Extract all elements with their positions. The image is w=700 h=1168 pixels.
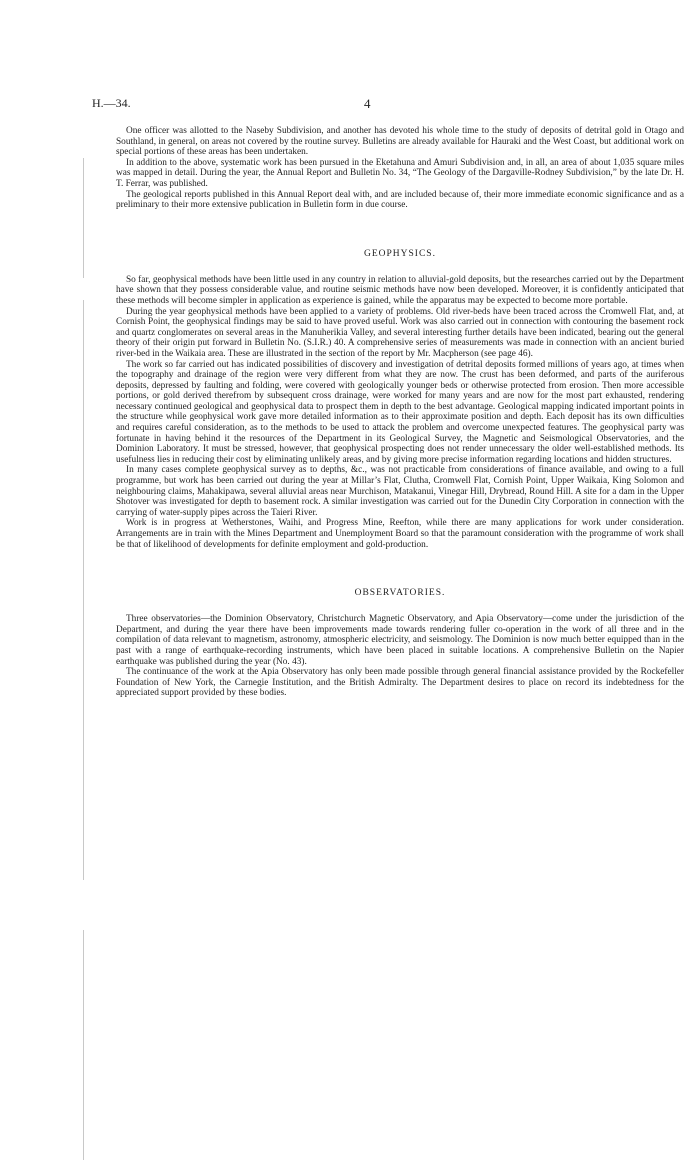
geophysics-paragraph: The work so far carried out has indicated possibilities of discovery and investigation of detrital deposits formed millions of years ago, at times when the topography and drainage of the region were very different from what they are now. The crust has been deformed, and parts of the auriferous deposits, depressed by faulting and folding, were covered with geologically younger beds or otherwise protected from erosion. Then more accessible portions, or gold derived therefrom by subsequent cross drainage, were worked for many years and are now for the most part exhausted, rendering necessary continued geological and geophysical data to prospect them in depth to the best advantage. Geological mapping indicated important points in the structure while geophysical work gave more detailed information as to their approximate position and depth. Each deposit has its own difficulties and requires careful consideration, as to the methods to be used to attack the problem and overcome unexpected features. The geophysical party was fortunate in having behind it the resources of the Department in its Geological Survey, the Magnetic and Seismological Observatories, and the Dominion Laboratory. It must be stressed, however, that geophysical prospecting does not render unnecessary the older well-established methods. Its usefulness lies in reducing their cost by eliminating unlikely areas, and by giving more precise information regarding locations and hidden structures.: [116, 359, 684, 465]
margin-rule-lower: [83, 930, 84, 1160]
geophysics-paragraph: Work is in progress at Wetherstones, Waihi, and Progress Mine, Reefton, while there are many applications for work under consideration. Arrangements are in train with the Mines Department and Unemployment Board so that the paramount consideration with the programme of work shall be that of likelihood of developments for definite employment and gold-production.: [116, 518, 684, 550]
geophysics-paragraph: In many cases complete geophysical survey as to depths, &c., was not practicable from considerations of finance available, and owing to a full programme, but work has been carried out during the year at Millar’s Flat, Clutha, Cromwell Flat, Cornish Point, Upper Waikaia, King Solomon and neighbouring claims, Mahakipawa, several alluvial areas near Murchison, Matakanui, Vinegar Hill, Drybread, Round Hill. A site for a dam in the Upper Shotover was investigated for depth to basement rock. A similar investigation was carried out for the Dunedin City Corporation in connection with the carrying of water-supply pipes across the Taieri River.: [116, 465, 684, 518]
margin-rule-middle: [83, 300, 84, 880]
page-body: [116, 126, 684, 699]
intro-section: [116, 126, 684, 211]
geophysics-paragraph: So far, geophysical methods have been little used in any country in relation to alluvial-gold deposits, but the researches carried out by the Department have shown that they possess considerable value, and routine seismic methods have now been developed. Moreover, it is confidently anticipated that these methods will become simpler in application as experience is gained, while the apparatus may be expected to become more portable.: [116, 274, 684, 306]
observatories-section: [116, 588, 684, 699]
observatories-paragraph: The continuance of the work at the Apia Observatory has only been made possible through general financial assistance provided by the Rockefeller Foundation of New York, the Carnegie Institution, and the British Admiralty. The Department desires to place on record its indebtedness for the appreciated support provided by these bodies.: [116, 667, 684, 699]
observatories-paragraph: Three observatories—the Dominion Observatory, Christchurch Magnetic Observatory, and Apia Observatory—come under the jurisdiction of the Department, and during the year there have been improvements made towards rendering fuller co-operation in the work of all three and in the compilation of data relevant to magnetism, astronomy, atmospheric electricity, and seismology. The Dominion is now much better equipped than in the past with a range of earthquake-recording instruments, which have been placed in suitable locations. A comprehensive Bulletin on the Napier earthquake was published during the year (No. 43).: [116, 614, 684, 667]
intro-paragraph: The geological reports published in this Annual Report deal with, and are included because of, their more immediate economic significance and as a preliminary to their more extensive publication in Bulletin form in due course.: [116, 189, 684, 211]
page-header: [92, 96, 604, 112]
intro-paragraph: In addition to the above, systematic work has been pursued in the Eketahuna and Amuri Subdivision and, in all, an area of about 1,035 square miles was mapped in detail. During the year, the Annual Report and Bulletin No. 34, “The Geology of the Dargaville-Rodney Subdivision,” by the late Dr. H. T. Ferrar, was published.: [116, 157, 684, 189]
geophysics-paragraph: During the year geophysical methods have been applied to a variety of problems. Old river-beds have been traced across the Cromwell Flat, and, at Cornish Point, the geophysical findings may be said to have proved useful. Work was also carried out in connection with contouring the basement rock and quartz conglomerates on several areas in the Manuherikia Valley, and several interesting further details have been indicated, bearing out the general theory of their origin put forward in Bulletin No. (S.I.R.) 40. A comprehensive series of measurements was made in connection with an ancient buried river-bed in the Waikaia area. These are illustrated in the section of the report by Mr. Macpherson (see page 46).: [116, 306, 684, 359]
section-title-geophysics: GEOPHYSICS.: [364, 248, 436, 259]
page-number: 4: [364, 96, 371, 111]
margin-rule-upper: [83, 158, 84, 278]
section-title-observatories: OBSERVATORIES.: [354, 588, 446, 599]
intro-paragraph: One officer was allotted to the Naseby Subdivision, and another has devoted his whole time to the study of deposits of detrital gold in Otago and Southland, in general, on areas not covered by the routine survey. Bulletins are already available for Hauraki and the West Coast, but additional work on special portions of these areas has been undertaken.: [116, 126, 684, 158]
geophysics-section: [116, 249, 684, 550]
document-reference: H.—34.: [92, 96, 131, 110]
